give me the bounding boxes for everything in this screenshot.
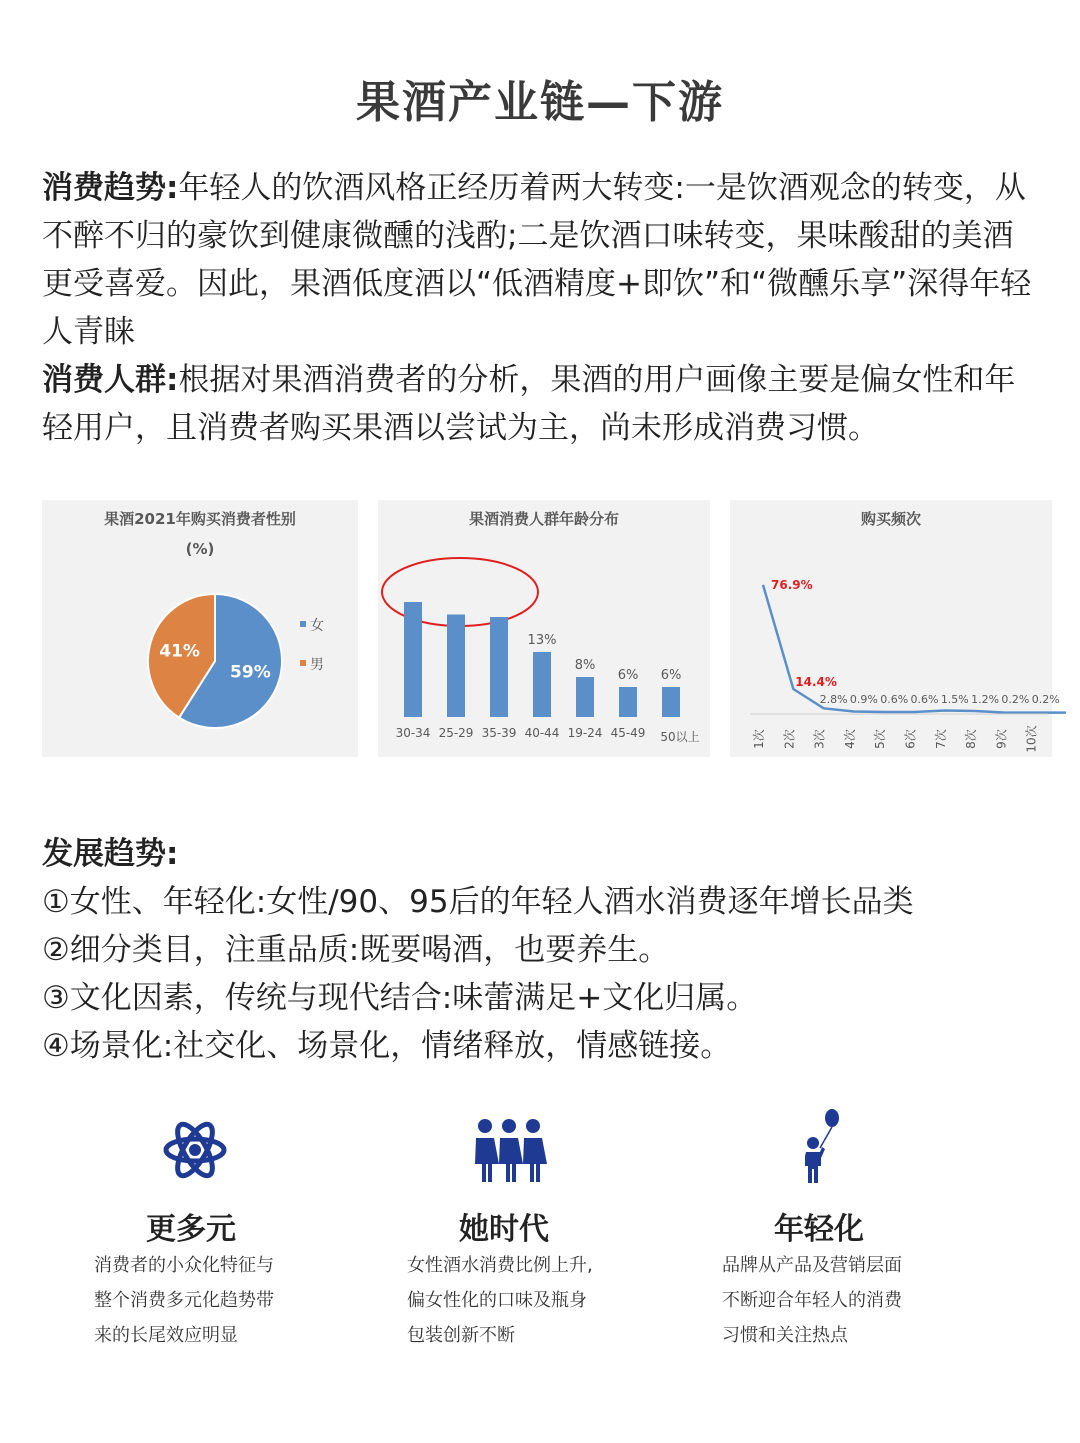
women-group-icon: [471, 1108, 547, 1188]
line-value-label: 14.4%: [795, 675, 837, 689]
line-value-label: 76.9%: [771, 577, 813, 592]
trend-text: 年轻人的饮酒风格正经历着两大转变:一是饮酒观念的转变，从不醉不归的豪饮到健康微醺的浅酌;二是饮酒口味转变，果味酸甜的美酒更受喜爱。因此，果酒低度酒以“低酒精度+即饮”和“微醺乐享”深得年轻人青睐: [42, 170, 1032, 350]
line-value-label: 1.5%: [940, 693, 969, 706]
line-category-label: 3次: [812, 729, 827, 749]
pie-chart-title: 果酒2021年购买消费者性别: [104, 510, 296, 528]
bar-value-label: 13%: [527, 633, 557, 648]
bar-category-label: 25-29: [438, 726, 474, 740]
age-bar: [576, 677, 594, 717]
bar-category-label: 19-24: [567, 726, 603, 740]
legend-swatch-male: [300, 660, 306, 666]
gender-pie-chart: [42, 500, 358, 757]
atom-icon: [160, 1108, 230, 1188]
child-balloon-icon: [798, 1108, 842, 1188]
line-chart-title: 购买频次: [860, 510, 921, 528]
age-bar: [447, 615, 465, 718]
bar-value-label: 6%: [660, 668, 682, 683]
line-category-label: 10次: [1024, 725, 1039, 753]
bar-value-label: 8%: [574, 658, 596, 673]
page-title: 果酒产业链—下游: [356, 77, 724, 128]
legend-label-female: 女: [310, 618, 324, 634]
bar-svg: [378, 500, 710, 757]
bar-category-label: 30-34: [395, 726, 431, 740]
desc-line: 消费者的小众化特征与: [94, 1255, 274, 1276]
desc-line: 女性酒水消费比例上升,: [407, 1255, 593, 1276]
line-category-label: 4次: [842, 729, 857, 749]
line-svg: [730, 500, 1060, 757]
line-category-label: 2次: [782, 729, 797, 749]
pie-label-male: 41%: [159, 641, 200, 662]
pie-chart-subtitle: (%): [185, 540, 215, 558]
line-category-label: 9次: [994, 729, 1009, 749]
line-category-label: 1次: [752, 729, 766, 749]
trend-item-2: ②细分类目，注重品质:既要喝酒，也要养生。: [42, 932, 670, 968]
consumer-group-paragraph: [42, 356, 1042, 452]
line-value-label: 2.8%: [819, 693, 848, 706]
age-bar: [662, 687, 680, 717]
line-value-label: 1.2%: [971, 693, 1000, 706]
trend-item-1: ①女性、年轻化:女性/90、95后的年轻人酒水消费逐年增长品类: [42, 884, 914, 920]
line-value-label: 0.9%: [849, 693, 878, 706]
crowd-text: 根据对果酒消费者的分析，果酒的用户画像主要是偏女性和年轻用户，且消费者购买果酒以尝试为主，尚未形成消费习惯。: [42, 362, 1016, 446]
age-bar: [404, 602, 422, 717]
desc-line: 习惯和关注热点: [722, 1325, 848, 1346]
feature-desc-diverse: [94, 1248, 334, 1353]
desc-line: 偏女性化的口味及瓶身: [407, 1290, 587, 1311]
line-value-label: 0.2%: [1031, 693, 1060, 706]
trend-item-3: ③文化因素，传统与现代结合:味蕾满足+文化归属。: [42, 980, 758, 1016]
development-trends: [42, 830, 1042, 1070]
pie-svg: [42, 500, 358, 757]
feature-title-diverse: 更多元: [146, 1212, 236, 1247]
line-category-label: 8次: [964, 729, 979, 749]
line-category-label: 5次: [873, 729, 888, 749]
line-category-label: 6次: [903, 729, 918, 749]
age-bar: [619, 687, 637, 717]
trend-label: 消费趋势:: [42, 170, 179, 206]
age-bar-chart: [378, 500, 710, 757]
age-bar: [533, 652, 551, 717]
bar-category-label: 50以上: [660, 730, 700, 744]
desc-line: 来的长尾效应明显: [94, 1325, 238, 1346]
feature-title-younger: 年轻化: [774, 1212, 864, 1247]
age-bar: [490, 617, 508, 717]
trend-item-4: ④场景化:社交化、场景化，情绪释放，情感链接。: [42, 1028, 732, 1064]
desc-line: 不断迎合年轻人的消费: [722, 1290, 902, 1311]
crowd-label: 消费人群:: [42, 362, 179, 398]
bar-category-label: 45-49: [610, 726, 646, 740]
feature-desc-younger: [722, 1248, 962, 1353]
trends-heading: 发展趋势:: [42, 836, 179, 872]
line-category-label: 7次: [933, 729, 948, 749]
line-value-label: 0.6%: [910, 693, 939, 706]
desc-line: 包装创新不断: [407, 1325, 515, 1346]
line-value-label: 0.6%: [880, 693, 909, 706]
legend-label-male: 男: [310, 657, 324, 673]
consumption-trend-paragraph: [42, 164, 1042, 356]
bar-chart-title: 果酒消费人群年龄分布: [468, 510, 619, 528]
desc-line: 品牌从产品及营销层面: [722, 1255, 902, 1276]
frequency-line-chart: [730, 500, 1060, 757]
desc-line: 整个消费多元化趋势带: [94, 1290, 274, 1311]
pie-label-female: 59%: [230, 662, 271, 683]
bar-value-label: 6%: [617, 668, 639, 683]
legend-swatch-female: [300, 621, 306, 627]
line-value-label: 0.2%: [1001, 693, 1030, 706]
bar-category-label: 40-44: [524, 726, 560, 740]
feature-title-her-era: 她时代: [459, 1212, 549, 1247]
feature-desc-her-era: [407, 1248, 647, 1353]
bar-category-label: 35-39: [481, 726, 517, 740]
